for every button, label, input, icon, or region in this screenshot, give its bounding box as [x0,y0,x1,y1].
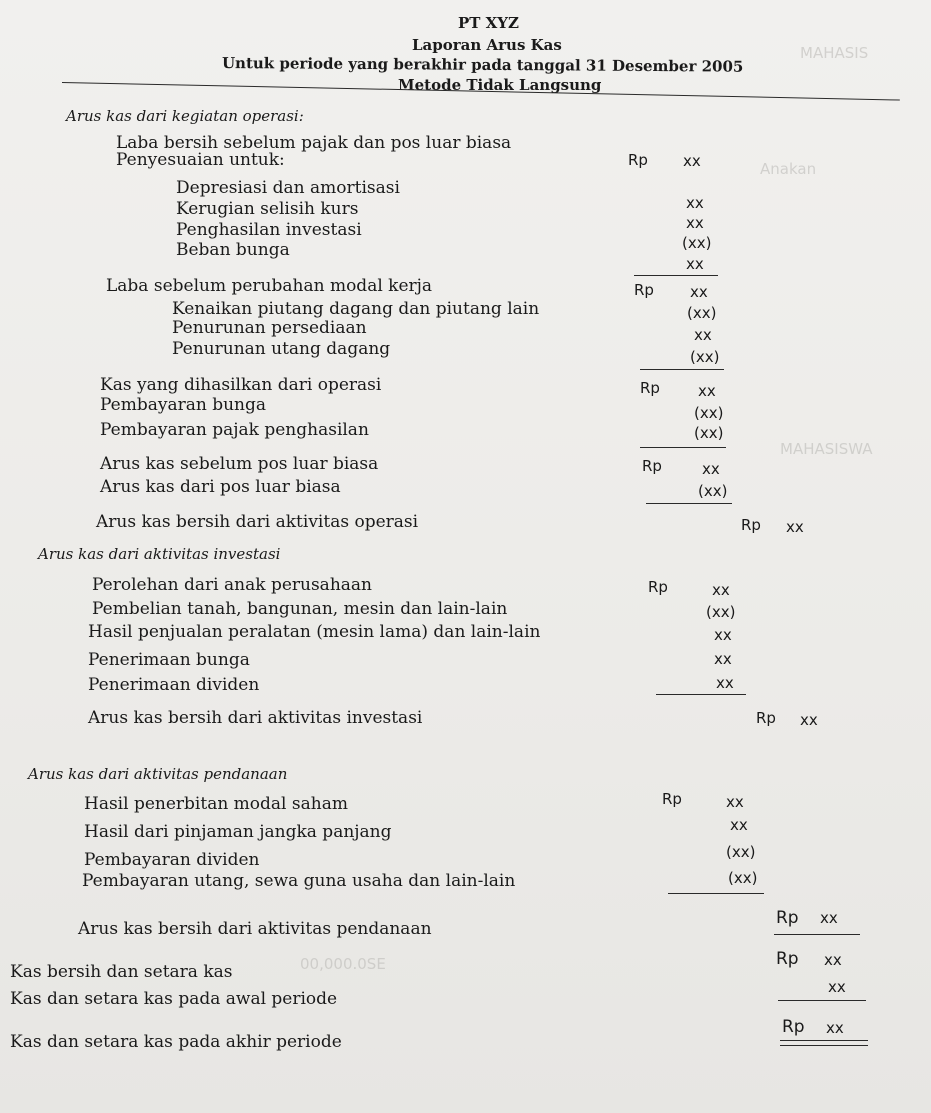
financing-item-label: Pembayaran utang, sewa guna usaha dan lain-lain [82,871,516,891]
extraordinary-label: Arus kas dari pos luar biasa [100,477,341,497]
subtotal-rule [778,1000,866,1001]
amount-value: xx [786,518,804,536]
adjustment-label: Penghasilan investasi [176,220,362,240]
investing-item-value: xx [714,650,732,668]
adjustment-value: (xx) [682,234,712,252]
adjustment-label: Depresiasi dan amortisasi [176,178,400,198]
tax-paid-value: (xx) [694,424,724,442]
investing-item-label: Perolehan dari anak perusahaan [92,575,372,595]
subtotal-rule [668,893,764,894]
amount-value: xx [826,1019,844,1037]
interest-paid-value: (xx) [694,404,724,422]
subtotal-rule [634,275,718,276]
currency-symbol: Rp [628,151,648,169]
amount-value: xx [698,382,716,400]
extraordinary-value: (xx) [698,482,728,500]
tax-paid-label: Pembayaran pajak penghasilan [100,420,369,440]
closing-cash-label: Kas dan setara kas pada akhir periode [10,1032,342,1052]
investing-item-label: Hasil penjualan peralatan (mesin lama) dan lain-lain [88,622,541,642]
financing-item-label: Hasil penerbitan modal saham [84,794,348,814]
wc-item-value: (xx) [690,348,720,366]
report-title: Laporan Arus Kas [412,36,562,54]
amount-value: xx [824,951,842,969]
investing-item-label: Penerimaan dividen [88,675,260,695]
section-title-financing: Arus kas dari aktivitas pendanaan [28,765,288,783]
currency-symbol: Rp [642,457,662,475]
financing-item-label: Pembayaran dividen [84,850,260,870]
bleed-through-text: MAHASISWA [780,440,873,458]
company-name: PT XYZ [458,14,519,32]
section-title-investing: Arus kas dari aktivitas investasi [38,545,281,563]
currency-symbol: Rp [662,790,682,808]
adjustments-label: Penyesuaian untuk: [116,150,285,170]
investing-item-value: (xx) [706,603,736,621]
financing-item-value: xx [730,816,748,834]
subtotal-rule [646,503,732,504]
currency-symbol: Rp [782,1017,805,1037]
investing-item-label: Pembelian tanah, bangunan, mesin dan lain-lain [92,599,508,619]
wc-item-value: xx [694,326,712,344]
report-period: Untuk periode yang berakhir pada tanggal 31 Desember 2005 [221,54,744,76]
subtotal-rule [774,934,860,935]
adjustment-value: xx [686,194,704,212]
currency-symbol: Rp [640,379,660,397]
wc-item-label: Penurunan persediaan [172,318,367,338]
currency-symbol: Rp [776,949,799,969]
subtotal-rule [640,447,726,448]
bleed-through-text: Anakan [760,160,817,178]
interest-paid-label: Pembayaran bunga [100,395,267,415]
adjustment-label: Beban bunga [176,240,290,260]
bleed-through-text: MAHASIS [800,44,869,62]
subtotal-rule [656,694,746,695]
investing-net-label: Arus kas bersih dari aktivitas investasi [88,708,423,728]
opening-cash-label: Kas dan setara kas pada awal periode [10,989,338,1009]
cash-generated-label: Kas yang dihasilkan dari operasi [100,375,382,395]
wc-item-label: Kenaikan piutang dagang dan piutang lain [172,299,540,319]
subtotal-rule [640,369,724,370]
opening-cash-value: xx [828,978,846,996]
total-double-rule [780,1040,868,1041]
section-title-operating: Arus kas dari kegiatan operasi: [66,107,304,125]
profit-before-wc-label: Laba sebelum perubahan modal kerja [106,276,433,296]
currency-symbol: Rp [634,281,654,299]
investing-item-value: xx [712,581,730,599]
amount-value: xx [800,711,818,729]
profit-before-tax-label: Laba bersih sebelum pajak dan pos luar biasa [116,133,512,153]
wc-item-value: (xx) [687,304,717,322]
financing-item-value: xx [726,793,744,811]
currency-symbol: Rp [648,578,668,596]
adjustment-label: Kerugian selisih kurs [176,199,359,219]
financing-item-value: (xx) [726,843,756,861]
financing-net-label: Arus kas bersih dari aktivitas pendanaan [78,919,432,939]
net-cash-label: Kas bersih dan setara kas [10,962,233,982]
currency-symbol: Rp [741,516,761,534]
investing-item-label: Penerimaan bunga [88,650,250,670]
amount-value: xx [690,283,708,301]
report-method: Metode Tidak Langsung [398,76,602,94]
amount-value: xx [820,909,838,927]
financing-item-value: (xx) [728,869,758,887]
currency-symbol: Rp [756,709,776,727]
investing-item-value: xx [714,626,732,644]
investing-item-value: xx [716,674,734,692]
financing-item-label: Hasil dari pinjaman jangka panjang [84,822,392,842]
adjustment-value: xx [686,255,704,273]
amount-value: xx [683,152,701,170]
operating-net-label: Arus kas bersih dari aktivitas operasi [96,512,419,532]
currency-symbol: Rp [776,908,799,928]
amount-value: xx [702,460,720,478]
adjustment-value: xx [686,214,704,232]
wc-item-label: Penurunan utang dagang [172,339,391,359]
total-double-rule [780,1045,868,1046]
before-extraordinary-label: Arus kas sebelum pos luar biasa [100,454,379,474]
bleed-through-text: 00,000.0SE [300,955,386,973]
